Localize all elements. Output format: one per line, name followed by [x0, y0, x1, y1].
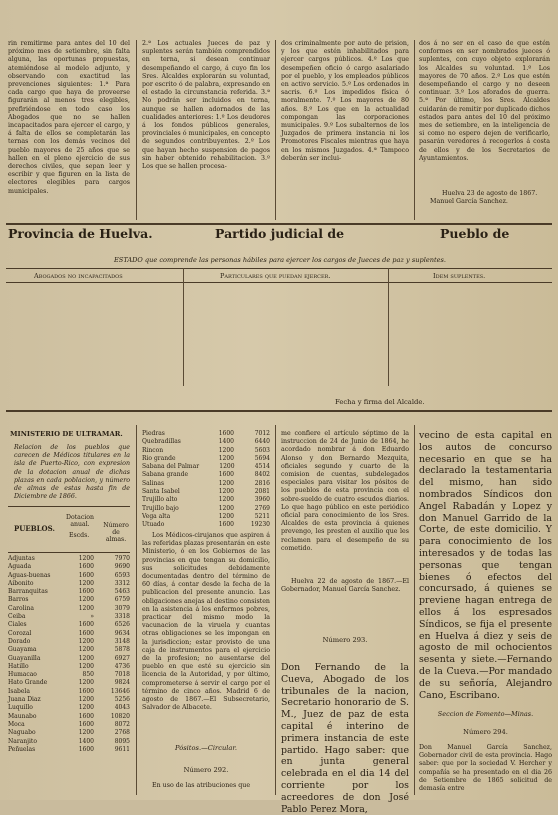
form-col-particulares: Particulares que puedan ejercer.: [220, 272, 331, 280]
town-name: Utuado: [142, 521, 165, 529]
relacion-text: Relacion de los pueblos que carecen de Médicos titulares en la isla de Puerto-Rico, con expresion de la dotacion anual de dichas plazas en cada poblacion, y número de almas de estas hasta fin de Diciembre de 1866.: [14, 444, 130, 501]
town-name: Hato Grande: [8, 679, 48, 687]
form-col-suplentes: Idem suplentes.: [433, 272, 486, 280]
form-provincia: Provincia de Huelva.: [8, 226, 153, 241]
table-row: [8, 679, 130, 687]
table-row: [8, 746, 130, 754]
top-signature-date: Huelva 23 de agosto de 1867.: [442, 190, 538, 197]
table-row: [8, 596, 130, 604]
town-name: Barranquitas: [8, 588, 48, 596]
table-row: [8, 646, 130, 654]
town-dotacion: 1200: [218, 488, 234, 496]
town-name: Ciales: [8, 621, 27, 629]
bottom-column-2: [142, 532, 270, 722]
town-almas: 10820: [110, 712, 130, 720]
town-almas: 13646: [110, 687, 130, 695]
town-name: Piedras: [142, 430, 165, 437]
town-name: Aguas-buenas: [8, 571, 51, 579]
top-column-1-text: rin remitirme para antes del 10 del próximo mes de setiembre, sin falta alguna, las oportunas propuestas, atemiéndose al modelo adjunto, y observando con exactitud las prevenciones siguientes: 1.ª Para cada cargo que haya de proveerse figurarán al menos tres elegibles, prefiriéndose en todo caso los Abogados que no se hallen incapacitados para ejercer el cargo, y á falta de ellos se completarán las ternas con los demás vecinos del pueblo mayores de 25 años que se hallen en el pleno ejercicio de sus derechos civiles, que sepan leer y escribir y que figuren en la lista de electores elegibles para cargos municipales.: [8, 40, 130, 195]
table-row: [142, 496, 270, 504]
town-dotacion: 1600: [78, 712, 94, 720]
town-almas: 3148: [114, 637, 130, 645]
th-dotacion: Dotacion anual.: [65, 514, 95, 528]
bottom-column-3-big: [281, 662, 409, 815]
table-header: [8, 508, 130, 548]
town-name: Humacao: [8, 671, 37, 679]
town-dotacion: 1200: [78, 579, 94, 587]
town-dotacion: 1600: [78, 571, 94, 579]
form-top-rule: [6, 223, 552, 225]
town-name: Santa Isabel: [142, 488, 180, 496]
column-divider: [275, 425, 276, 795]
town-almas: 3079: [114, 604, 130, 612]
town-name: Quebradillas: [142, 438, 181, 446]
town-name: Rio grande: [142, 454, 176, 462]
table-row: [142, 513, 270, 521]
bottom-column-3-date: [281, 578, 409, 606]
number-293: Número 293.: [322, 636, 368, 644]
town-dotacion: 1600: [78, 745, 94, 753]
town-almas: 5694: [254, 454, 270, 462]
table-rule: [8, 506, 130, 507]
town-dotacion: 850: [82, 671, 94, 679]
top-signature-name: Manuel García Sanchez.: [430, 198, 508, 206]
town-almas: 5256: [114, 696, 130, 704]
town-name: Naguabo: [8, 729, 36, 737]
town-name: Dorado: [8, 637, 31, 645]
town-name: Rincon: [142, 446, 164, 454]
town-almas: 5211: [254, 512, 270, 520]
town-name: Trujillo alto: [142, 496, 178, 504]
town-almas: 7018: [114, 671, 130, 679]
th-pueblos: PUEBLOS.: [14, 524, 55, 533]
top-column-4-text: dos á no ser en el caso de que estén conformes en ser nombrados jueces ó suplentes, con cuyo objeto explorarán los Alcaldes su voluntad. 1.º Los mayores de 70 años. 2.º Los que estén desempeñando el cargo y no deseen continuar. 3.º Los aforados de guerra. 5.ª Por último, los Sres. Alcaldes cuidarán de remitir por duplicado dichos estados para antes del 10 del próximo mes de setiembre, en la inteligencia de si como no espero dejen de verificarlo, pasarán veredores á recogerlos á costa de ellos y de los Secretarios de Ayuntamientos.: [419, 40, 550, 162]
table-row: [8, 605, 130, 613]
town-dotacion: 1200: [218, 479, 234, 487]
table-row: [142, 455, 270, 463]
form-pueblo: Pueblo de: [440, 226, 510, 241]
table-row: [8, 563, 130, 571]
th-almas: Número de almas.: [103, 522, 129, 543]
town-dotacion: 1600: [78, 629, 94, 637]
town-almas: 5463: [114, 588, 130, 596]
column-divider: [414, 40, 415, 220]
town-almas: 5603: [254, 446, 270, 454]
town-almas: 4514: [254, 463, 270, 471]
table-row: [8, 738, 130, 746]
town-dotacion: 1600: [218, 430, 234, 437]
town-almas: 7970: [114, 555, 130, 562]
form-col-abogados: Abogados no incapacitados: [34, 272, 123, 280]
town-dotacion: 1600: [78, 687, 94, 695]
table-row: [8, 580, 130, 588]
top-column-3-text: dos criminalmente por auto de prision, y los que estén inhabilitados para ejercer cargos públicos. 4.º Los que desempeñen oficio ó cargo asalariado por el pueblo, y los empleados públicos en activo servicio. 5.º Los ordenados in sacris. 6.º Los impedidos física ó moralmente. 7.º Los mayores de 80 años. 8.º Los que en la actualidad compongan las corporaciones municipales. 9.º Los subalternos de los Juzgados de primera instancia ni los Promotores Fiscales mientras que haya en los mismos Juzgados. 4.ª Tampoco deberán ser inclui-: [281, 40, 409, 162]
town-dotacion: 1200: [78, 662, 94, 670]
town-almas: 2769: [254, 504, 270, 512]
town-name: Adjuntas: [8, 555, 35, 562]
table-row: [142, 505, 270, 513]
town-almas: 9634: [114, 629, 130, 637]
th-escudos: Escds.: [69, 532, 90, 539]
town-almas: 3960: [254, 496, 270, 504]
town-almas: 9611: [114, 745, 130, 753]
town-almas: 6440: [254, 438, 270, 446]
town-name: Juana Diaz: [8, 696, 41, 704]
town-dotacion: 1200: [78, 555, 94, 562]
table-row: [8, 638, 130, 646]
bottom-column-4-tail: [419, 744, 552, 798]
town-almas: 8072: [114, 720, 130, 728]
table-row: [8, 613, 130, 621]
bottom-column-3: [281, 430, 409, 578]
top-column-1: [8, 40, 130, 220]
bottom-column-2-tail: [142, 782, 270, 794]
table-row: [8, 621, 130, 629]
table-row: [8, 729, 130, 737]
town-dotacion: 1200: [78, 729, 94, 737]
town-name: Vega alta: [142, 512, 171, 520]
town-name: Peñuelas: [8, 745, 36, 753]
town-name: Isabela: [8, 687, 30, 695]
town-almas: 19230: [250, 521, 270, 529]
table-row: [8, 655, 130, 663]
town-almas: 6593: [114, 571, 130, 579]
relacion-intro: [14, 444, 130, 502]
town-almas: 9824: [114, 679, 130, 687]
top-column-3: [281, 40, 409, 220]
table-row: [8, 555, 130, 563]
town-dotacion: 1600: [78, 563, 94, 571]
town-name: Ceiba: [8, 613, 26, 621]
form-partido: Partido judicial de: [215, 226, 345, 241]
table-row: [142, 438, 270, 446]
town-dotacion: 1400: [218, 438, 234, 446]
town-almas: 4043: [114, 704, 130, 712]
table-row: [8, 688, 130, 696]
table-row: [142, 430, 270, 438]
table-row: [8, 671, 130, 679]
concurso-text: vecino de esta capital en los autos de concurso necesario en que se ha declarado la testamentaria del mismo, han sido nombrados Síndicos don Angel Rabadán y Lopez y don Manuel Garrido de la Corte, de este domicilio. Y para conocimiento de los interesados y de todas las personas que tengan bienes ó efectos del concursado, á quienes se previene hagan entrega de ellos á los espresados Síndicos, se fija el presente en Huelva á diez y seis de agosto de mil ochocientos sesenta y siete.—Fernando de la Cueva.—Por mandado de su señoría, Alejandro Cano, Escribano.: [419, 430, 552, 701]
town-almas: 4736: [114, 662, 130, 670]
town-dotacion: 1200: [218, 504, 234, 512]
table-row: [142, 488, 270, 496]
town-almas: 7012: [254, 430, 270, 437]
comision-text: me confiere el artículo séptimo de la instruccion de 24 de Junio de 1864, he acordado nombrar á don Eduardo Alonso y don Bernardo Mezquita, oficiales segundo y cuarto de la comision de cuentas, subdelegados especiales para visitar los pósitos de los pueblos de esta provincia con el sobre-sueldo de cuatro escudos diarios. Lo que hago público en este periódico oficial para conocimiento de los Sres. Alcaldes de esta provincia á quienes prevengo, les presten el auxilio que les reclamen para el desempeño de su cometido.: [281, 430, 409, 552]
town-almas: 2768: [114, 729, 130, 737]
form-signature-label: Fecha y firma del Alcalde.: [335, 398, 425, 406]
town-name: Naranjito: [8, 737, 37, 745]
town-dotacion: 1200: [78, 596, 94, 604]
town-almas: 3318: [114, 613, 130, 621]
town-dotacion: 1200: [78, 646, 94, 654]
top-signature: [430, 190, 550, 212]
medicos-text: Los Médicos-cirujanos que aspiren á las referidas plazas presentarán en este Ministerio, ó en los Gobiernos de las provincias en que tengan su domicilio, sus solicitudes debidamente documentadas dentro del término de 60 días, á contar desde la fecha de la publicacion del presente anuncio. Las obligaciones anejas al destino consisten en la asistencia á los enfermos pobres, practicar del mismo modo la vacunacion de la viruela y cuantas otras obligaciones se les impongan en la jurisdiccion; estar provisto de una caja de instrumentos para el ejercicio de la profesion; no ausentarse del pueblo en que esté su ejercicio sin licencia de la Autoridad, y por último, comprometerse á servir el cargo por el término de cinco años. Madrid 6 de agosto de 1867.—El Subsecretario, Salvador de Albacete.: [142, 532, 270, 712]
town-name: Guayama: [8, 646, 37, 654]
table-row: [8, 721, 130, 729]
table-row: [8, 588, 130, 596]
town-dotacion: 1200: [78, 696, 94, 704]
town-name: Corozal: [8, 629, 32, 637]
column-divider: [136, 40, 137, 220]
town-dotacion: 1200: [218, 512, 234, 520]
town-name: Salinas: [142, 479, 165, 487]
town-dotacion: »: [90, 613, 94, 621]
ministry-heading: MINISTERIO DE ULTRAMAR.: [10, 430, 123, 438]
town-name: Sabana del Palmar: [142, 463, 200, 471]
town-dotacion: 1200: [78, 704, 94, 712]
town-dotacion: 1200: [78, 604, 94, 612]
table-row: [8, 696, 130, 704]
town-almas: 6927: [114, 654, 130, 662]
fomento-heading: Seccion de Fomento—Minas.: [437, 710, 534, 718]
top-column-2-text: 2.ª Los actuales Jueces de paz y suplentes serán también comprendidos en terna, si desean continuar desempeñando el cargo, á cuyo fin los Sres. Alcaldes explorarán su voluntad, por escrito ó de palabra, expresando en el estado la circunstancia referida. 3.ª No podrán ser incluidos en terna, aunque se hallen adornados de las cualidades anteriores: 1.º Los deudores á los fondos públicos generales, provinciales ó municipales, en concepto de segundos contribuyentes. 2.º Los que hayan hecho suspension de pagos sin haber obtenido rehabilitacion. 3.º Los que se hallen procesa-: [142, 40, 270, 171]
table-rule: [8, 552, 130, 553]
juez-text: Don Fernando de la Cueva, Abogado de los tribunales de la nacion, Secretario honorario de S. M., Juez de paz de esta capital é interino de primera instancia de este partido. Hago saber: que en junta general celebrada en el dia 14 del corriente por los acreedores de don José Pablo Perez Mora,: [281, 662, 409, 815]
table-row: [142, 447, 270, 455]
town-name: Barros: [8, 596, 29, 604]
town-name: Maunabo: [8, 712, 37, 720]
column-divider: [136, 425, 137, 795]
town-dotacion: 1200: [218, 446, 234, 454]
town-name: Guayanilla: [8, 654, 41, 662]
town-dotacion: 1600: [78, 588, 94, 596]
town-dotacion: 1200: [78, 654, 94, 662]
table-row: [8, 704, 130, 712]
minas-text: Don Manuel García Sanchez, Gobernador civil de esta provincia. Hago saber: que por la sociedad V. Hercher y compañía se ha presentado en el dia 26 de Setiembre de 1865 solicitud de demasía entre: [419, 744, 552, 793]
town-dotacion: 1600: [78, 621, 94, 629]
town-dotacion: 1600: [78, 720, 94, 728]
town-almas: 8095: [114, 737, 130, 745]
town-name: Hatillo: [8, 662, 29, 670]
town-name: Trujillo bajo: [142, 504, 179, 512]
town-dotacion: 1200: [218, 454, 234, 462]
table-row: [142, 463, 270, 471]
positos-heading: Pósitos.—Circular.: [174, 744, 237, 752]
town-dotacion: 1200: [219, 463, 235, 471]
column-divider: [275, 40, 276, 220]
table-row: [142, 480, 270, 488]
town-name: Aibonito: [8, 579, 34, 587]
form-rule: [6, 282, 552, 283]
top-column-2: [142, 40, 270, 220]
column-divider: [414, 425, 415, 795]
bottom-column-4-big: [419, 430, 552, 700]
town-name: Moca: [8, 720, 25, 728]
top-column-4: [419, 40, 550, 190]
form-subtitle: ESTADO que comprende las personas hábiles para ejercer los cargos de Jueces de paz y suplentes.: [113, 256, 446, 264]
form-col-divider: [388, 268, 389, 386]
town-almas: 8402: [254, 471, 270, 479]
town-dotacion: 1200: [78, 637, 94, 645]
table-row: [8, 630, 130, 638]
town-dotacion: 1600: [218, 521, 234, 529]
town-dotacion: 1200: [78, 679, 94, 687]
town-almas: 2816: [254, 479, 270, 487]
town-dotacion: 1600: [218, 471, 234, 479]
town-name: Luquillo: [8, 704, 33, 712]
table-row: [8, 713, 130, 721]
town-name: Sabana grande: [142, 471, 188, 479]
table-row: [142, 521, 270, 529]
town-dotacion: 1200: [218, 496, 234, 504]
number-294: Número 294.: [463, 728, 508, 736]
towns-table-2: [142, 430, 270, 530]
comision-date: Huelva 22 de agosto de 1867.—El Gobernador, Manuel García Sanchez.: [281, 578, 409, 594]
towns-table-1: [8, 555, 130, 754]
town-almas: 6759: [114, 596, 130, 604]
positos-start: En uso de las atribuciones que: [152, 782, 251, 789]
form-rule: [6, 268, 552, 269]
town-almas: 9690: [114, 563, 130, 571]
town-almas: 3312: [114, 579, 130, 587]
town-almas: 2081: [254, 488, 270, 496]
town-dotacion: 1400: [78, 737, 94, 745]
form-col-divider: [183, 268, 184, 386]
table-row: [8, 572, 130, 580]
form-bottom-rule: [6, 410, 552, 412]
town-almas: 5878: [114, 646, 130, 654]
number-292: Número 292.: [183, 766, 229, 774]
table-row: [8, 663, 130, 671]
town-almas: 6526: [114, 621, 130, 629]
table-row: [142, 471, 270, 479]
town-name: Aguada: [8, 563, 32, 571]
town-name: Carolina: [8, 604, 34, 612]
